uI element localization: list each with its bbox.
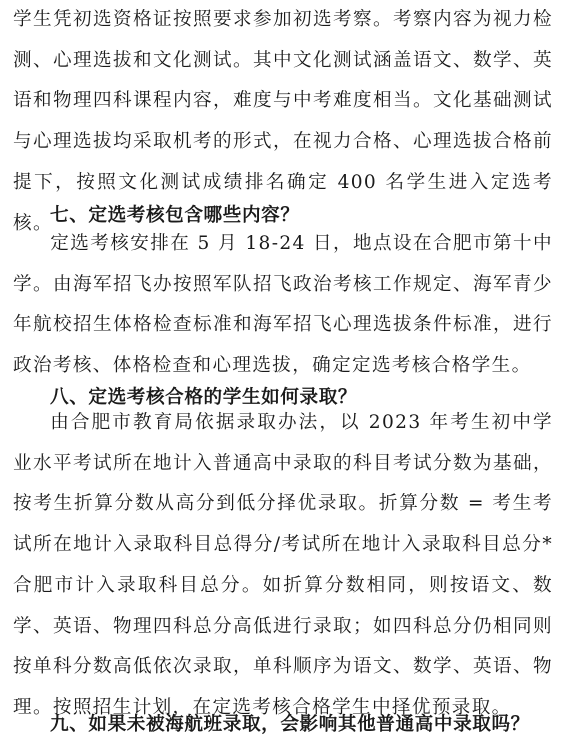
paragraph-admission-method: 由合肥市教育局依据录取办法，以 2023 年考生初中学业水平考试所在地计入普通高中录取的科目考试分数为基础，按考生折算分数从高分到低分择优录取。折算分数 = 考生考试所在地计入录取科目总得分/考试所在地计入录取科目总分*合肥市计入录取科目总分。如折算分数相同，则按语文、数学、英语、物理四科总分高低进行录取；如四科总分仍相同则按单科分数高低依次录取，单科顺序为语文、数学、英语、物理。按照招生计划，在定选考核合格学生中择优预录取。 — [13, 412, 553, 718]
section-heading-8: 八、定选考核合格的学生如何录取？ — [50, 387, 358, 408]
section-heading-9: 九、如果未被海航班录取，会影响其他普通高中录取吗？ — [50, 714, 530, 735]
section-heading-7: 七、定选考核包含哪些内容？ — [50, 205, 300, 226]
paragraph-initial-screening: 学生凭初选资格证按照要求参加初选考察。考察内容为视力检测、心理选拔和文化测试。其中文化测试涵盖语文、数学、英语和物理四科课程内容，难度与中考难度相当。文化基础测试与心理选拔均采取机考的形式，在视力合格、心理选拔合格前提下，按照文化测试成绩排名确定 400 名学生进入定选考核。 — [13, 9, 553, 234]
paragraph-final-assessment-content: 定选考核安排在 5 月 18-24 日，地点设在合肥市第十中学。由海军招飞办按照军队招飞政治考核工作规定、海军青少年航校招生体格检查标准和海军招飞心理选拔条件标准，进行政治考核、体格检查和心理选拔，确定定选考核合格学生。 — [13, 233, 553, 377]
